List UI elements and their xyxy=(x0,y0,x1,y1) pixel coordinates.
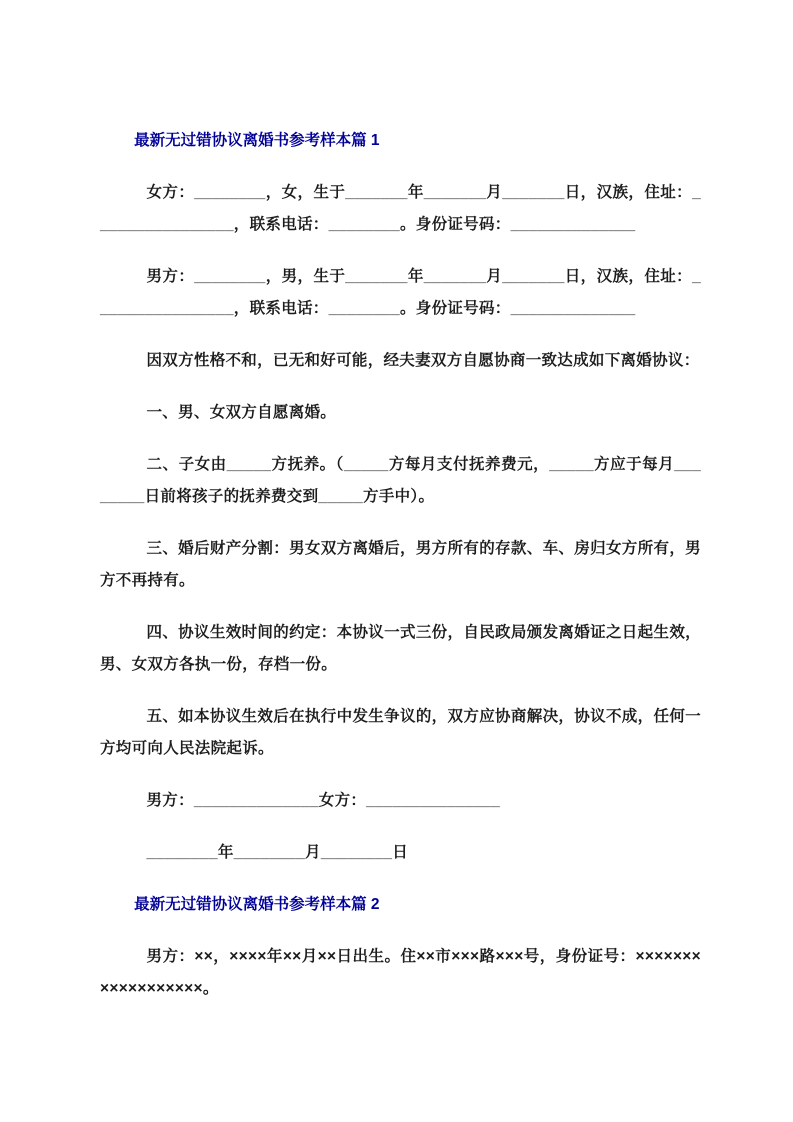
paragraph-date-line: ________年________月________日 xyxy=(146,844,408,861)
paragraph-clause-4: 四、协议生效时间的约定：本协议一式三份，自民政局颁发离婚证之日起生效，男、女双方各执一份，存档一份。 xyxy=(100,624,701,673)
section-2-heading: 最新无过错协议离婚书参考样本篇 2 xyxy=(134,896,380,913)
paragraph-clause-5: 五、如本协议生效后在执行中发生争议的，双方应协商解决，协议不成，任何一方均可向人民法院起诉。 xyxy=(100,708,701,757)
paragraph-preamble: 因双方性格不和，已无和好可能，经夫妻双方自愿协商一致达成如下离婚协议： xyxy=(146,352,700,369)
paragraph-man-info: 男方：________，男，生于_______年_______月_______日，汉族，住址：________________，联系电话：________。身份证号码：______________ xyxy=(100,268,701,317)
paragraph-man-info-sample2: 男方：××，××××年××月××日出生。住××市×××路×××号，身份证号：××××××××××××××××××。 xyxy=(100,948,701,997)
section-1-heading: 最新无过错协议离婚书参考样本篇 1 xyxy=(134,132,380,149)
paragraph-signature-line: 男方：______________女方：_______________ xyxy=(146,792,500,809)
paragraph-clause-3: 三、婚后财产分割：男女双方离婚后，男方所有的存款、车、房归女方所有，男方不再持有。 xyxy=(100,540,701,589)
paragraph-woman-info: 女方：________，女，生于_______年_______月_______日，汉族，住址：________________，联系电话：________。身份证号码：______________ xyxy=(100,184,701,233)
paragraph-clause-1: 一、男、女双方自愿离婚。 xyxy=(146,404,337,421)
paragraph-clause-2: 二、子女由_____方抚养。（_____方每月支付抚养费元，_____方应于每月________日前将孩子的抚养费交到_____方手中）。 xyxy=(100,456,701,505)
